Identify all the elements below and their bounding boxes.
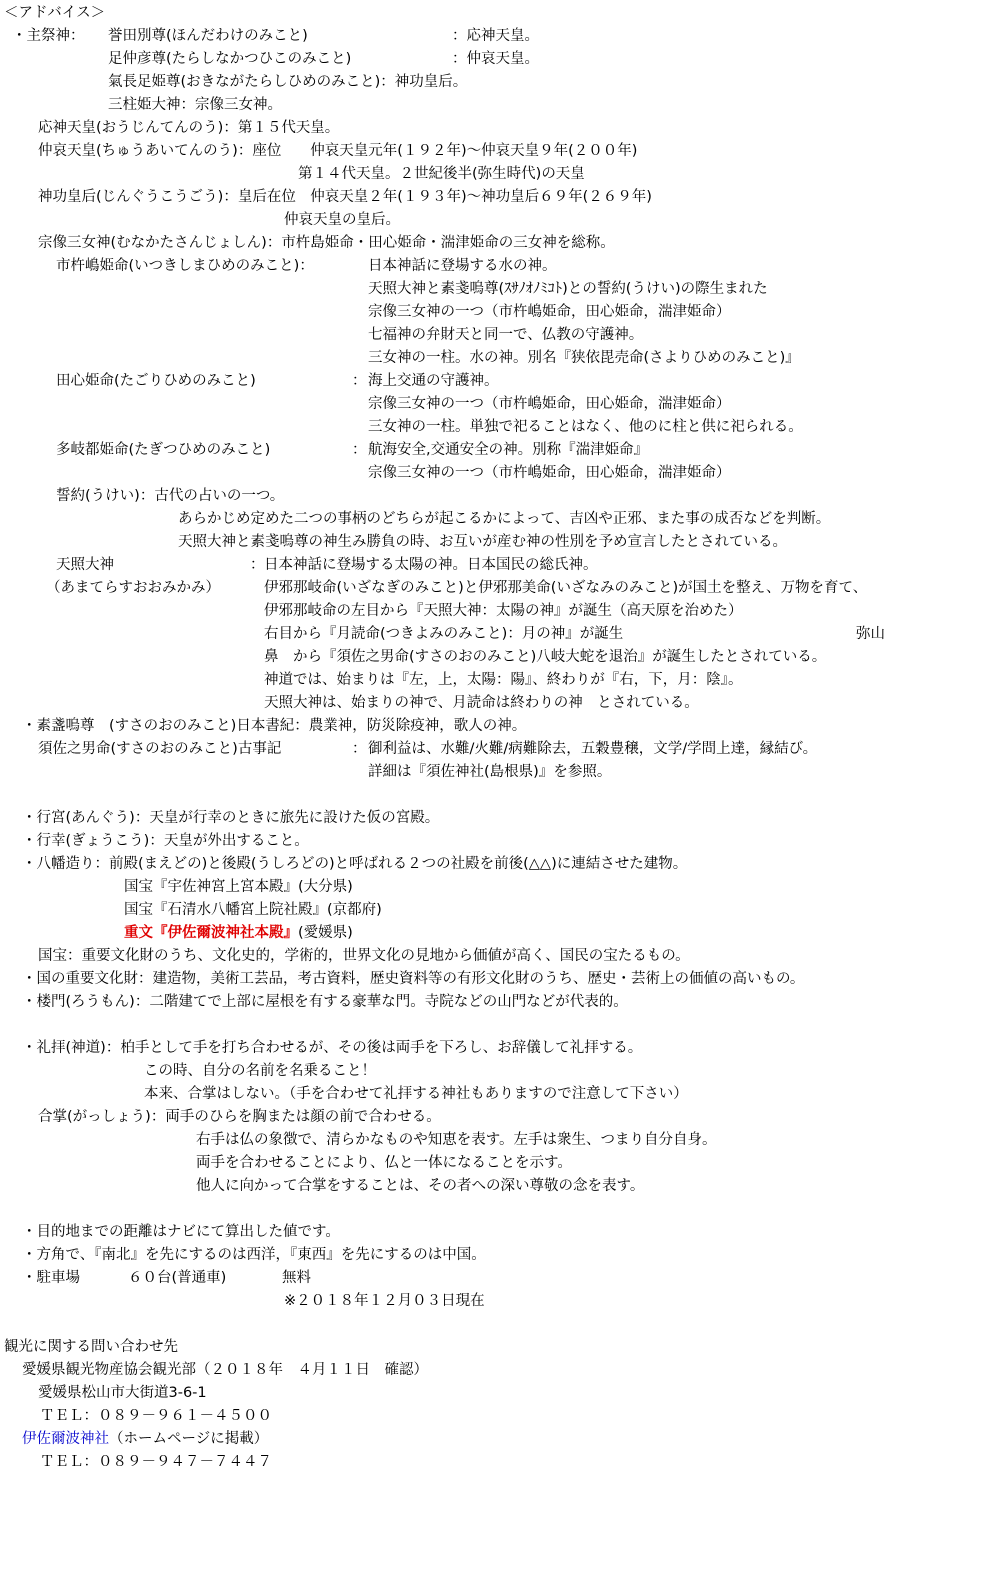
- chuai-line: 仲哀天皇(ちゅうあいてんのう)：座位 仲哀天皇元年(１９２年)～仲哀天皇９年(２００年): [38, 143, 638, 159]
- amaterasu-line: 神道では、始まりは『左，上，太陽：陽』、終わりが『右，下，月：陰』。: [264, 672, 743, 688]
- amaterasu-name: 天照大神: [56, 557, 114, 573]
- amaterasu-colon: ：: [250, 557, 265, 573]
- tagitsu-name: 多岐都姫命(たぎつひめのみこと): [56, 442, 271, 458]
- tagori-colon: ：: [352, 373, 367, 389]
- hachiman-item: 国宝『宇佐神宮上宮本殿』(大分県): [124, 879, 353, 895]
- shrine-link[interactable]: 伊佐爾波神社: [22, 1431, 109, 1447]
- amaterasu-line: 鼻 から『須佐之男命(すさのおのみこと)八岐大蛇を退治』が誕生したとされている。: [264, 649, 827, 665]
- tagori-line: 宗像三女神の一つ（市杵嶋姫命，田心姫命，湍津姫命）: [368, 396, 731, 412]
- hachiman-item: 国宝『石清水八幡宮上院社殿』(京都府): [124, 902, 382, 918]
- hachiman-red-item: [124, 924, 353, 942]
- tagori-name: 田心姫命(たごりひめのみこと): [56, 373, 256, 389]
- gassho-line: 両手を合わせることにより、仏と一体になることを示す。: [196, 1155, 572, 1171]
- deity-name: 足仲彦尊(たらしなかつひこのみこと): [108, 51, 352, 67]
- deity-name: 誉田別尊(ほんだわけのみこと): [108, 28, 308, 44]
- raihai-line: ・礼拝(神道)：柏手として手を打ち合わせるが、その後は両手を下ろし、お辞儀して礼拝する。: [22, 1040, 643, 1056]
- parking-note: ※２０１８年１２月０３日現在: [284, 1293, 485, 1309]
- direction-note: ・方角で、『南北』を先にするのは西洋，『東西』を先にするのは中国。: [22, 1247, 486, 1263]
- contact-address: 愛媛県松山市大街道3-6-1: [38, 1385, 207, 1401]
- raihai-line: この時、自分の名前を名乗ること！: [144, 1063, 376, 1079]
- amaterasu-stray-text: 弥山: [856, 626, 885, 642]
- shrine-tel: ＴＥＬ：０８９－９４７－７４４７: [40, 1454, 272, 1470]
- amaterasu-reading: （あまてらすおおみかみ）: [46, 580, 220, 596]
- gassho-line: 右手は仏の象徴で、清らかなものや知恵を表す。左手は衆生、つまり自分自身。: [196, 1132, 717, 1148]
- tagitsu-colon: ：: [352, 442, 367, 458]
- ojin-line: 応神天皇(おうじんてんのう)：第１５代天皇。: [38, 120, 340, 136]
- amaterasu-line: 天照大神は、始まりの神で、月読命は終わりの神 とされている。: [264, 695, 699, 711]
- chuai-line: 第１４代天皇。２世紀後半(弥生時代)の天皇: [298, 166, 585, 182]
- susanoo-name: 須佐之男命(すさのおのみこと)古事記: [38, 741, 282, 757]
- ichikishima-line: 日本神話に登場する水の神。: [368, 258, 557, 274]
- hachiman-line: ・八幡造り：前殿(まえどの)と後殿(うしろどの)と呼ばれる２つの社殿を前後(△△)に連結させた建物。: [22, 856, 688, 872]
- parking-label: ・駐車場: [22, 1270, 80, 1286]
- tagori-line: 三女神の一柱。単独で祀ることはなく、他のに柱と供に祀られる。: [368, 419, 803, 435]
- munakata-line: 宗像三女神(むなかたさんじょしん)：市杵島姫命・田心姫命・湍津姫命の三女神を総称。: [38, 235, 615, 251]
- ichikishima-name: 市杵嶋姫命(いつきしまひめのみこと)：: [56, 258, 314, 274]
- susanoo-line: ・素盞嗚尊 (すさのおのみこと)日本書紀：農業神，防災除疫神，歌人の神。: [22, 718, 527, 734]
- ichikishima-line: 宗像三女神の一つ（市杵嶋姫命，田心姫命，湍津姫命）: [368, 304, 731, 320]
- deity-value: ：仲哀天皇。: [452, 51, 539, 67]
- ukei-line: あらかじめ定めた二つの事柄のどちらが起こるかによって、吉凶や正邪、また事の成否などを判断。: [178, 511, 831, 527]
- tagitsu-line: 宗像三女神の一つ（市杵嶋姫命，田心姫命，湍津姫命）: [368, 465, 731, 481]
- susanoo-colon: ：: [352, 741, 367, 757]
- gassho-line: 他人に向かって合掌をすることは、その者への深い尊敬の念を表す。: [196, 1178, 645, 1194]
- main-deity-label: ・主祭神：: [12, 28, 85, 44]
- raihai-line: 本来、合掌はしない。（手を合わせて礼拝する神社もありますので注意して下さい）: [144, 1086, 688, 1102]
- hachiman-red-text: 重文『伊佐爾波神社本殿』: [124, 925, 298, 941]
- contact-tel: ＴＥＬ：０８９－９６１－４５００: [40, 1408, 272, 1424]
- amaterasu-line: 伊邪那岐命の左目から『天照大神：太陽の神』が誕生（高天原を治めた）: [264, 603, 743, 619]
- ukei-line: 天照大神と素戔嗚尊の神生み勝負の時、お互いが産む神の性別を予め宣言したとされている。: [178, 534, 787, 550]
- ukei-line: 誓約(うけい)：古代の占いの一つ。: [56, 488, 285, 504]
- shrine-line: [22, 1430, 268, 1448]
- distance-note: ・目的地までの距離はナビにて算出した値です。: [22, 1224, 340, 1240]
- parking-count: ６０台(普通車): [128, 1270, 227, 1286]
- ichikishima-line: 七福神の弁財天と同一で、仏教の守護神。: [368, 327, 644, 343]
- juyo-line: ・国の重要文化財：建造物，美術工芸品，考古資料，歴史資料等の有形文化財のうち、歴史・芸術上の価値の高いもの。: [22, 971, 805, 987]
- tagori-line: 海上交通の守護神。: [368, 373, 499, 389]
- ichikishima-line: 天照大神と素戔嗚尊(ｽｻﾉｵﾉﾐｺﾄ)との誓約(うけい)の際生まれた: [368, 281, 768, 297]
- angu-line: ・行宮(あんぐう)：天皇が行幸のときに旅先に設けた仮の宮殿。: [22, 810, 440, 826]
- hachiman-red-suffix: (愛媛県): [298, 925, 353, 941]
- shrine-note: （ホームページに掲載）: [109, 1431, 269, 1447]
- deity-value: ：応神天皇。: [452, 28, 539, 44]
- susanoo-line: 詳細は『須佐神社(島根県)』を参照。: [368, 764, 612, 780]
- ichikishima-line: 三女神の一柱。水の神。別名『狭依毘売命(さよりひめのみこと)』: [368, 350, 800, 366]
- amaterasu-line: 右目から『月読命(つきよみのみこと)：月の神』が誕生: [264, 626, 624, 642]
- susanoo-value: 御利益は、水難/火難/病難除去，五穀豊穣，文学/学問上達，縁結び。: [368, 741, 818, 757]
- jingu-line: 仲哀天皇の皇后。: [284, 212, 400, 228]
- contact-heading: 観光に関する問い合わせ先: [4, 1339, 178, 1355]
- jingu-line: 神功皇后(じんぐうこうごう)：皇后在位 仲哀天皇２年(１９３年)～神功皇后６９年(２６９年): [38, 189, 652, 205]
- gyoko-line: ・行幸(ぎょうこう)：天皇が外出すること。: [22, 833, 309, 849]
- kokuho-line: 国宝：重要文化財のうち、文化史的，学術的，世界文化の見地から価値が高く、国民の宝たるもの。: [38, 948, 690, 964]
- parking-fee: 無料: [282, 1270, 311, 1286]
- deity-name: 三柱姫大神：宗像三女神。: [108, 97, 282, 113]
- advice-heading: ＜アドバイス＞: [4, 5, 106, 21]
- amaterasu-line: 伊邪那岐命(いざなぎのみこと)と伊邪那美命(いざなみのみこと)が国土を整え、万物を育て、: [264, 580, 868, 596]
- contact-org: 愛媛県観光物産協会観光部（２０１８年 ４月１１日 確認）: [22, 1362, 428, 1378]
- romon-line: ・楼門(ろうもん)：二階建てで上部に屋根を有する豪華な門。寺院などの山門などが代表的。: [22, 994, 628, 1010]
- tagitsu-line: 航海安全,交通安全の神。別称『湍津姫命』: [368, 442, 649, 458]
- deity-name: 氣長足姫尊(おきながたらしひめのみこと)：神功皇后。: [108, 74, 468, 90]
- amaterasu-line: 日本神話に登場する太陽の神。日本国民の総氏神。: [264, 557, 598, 573]
- gassho-line: 合掌(がっしょう)：両手のひらを胸または顔の前で合わせる。: [38, 1109, 441, 1125]
